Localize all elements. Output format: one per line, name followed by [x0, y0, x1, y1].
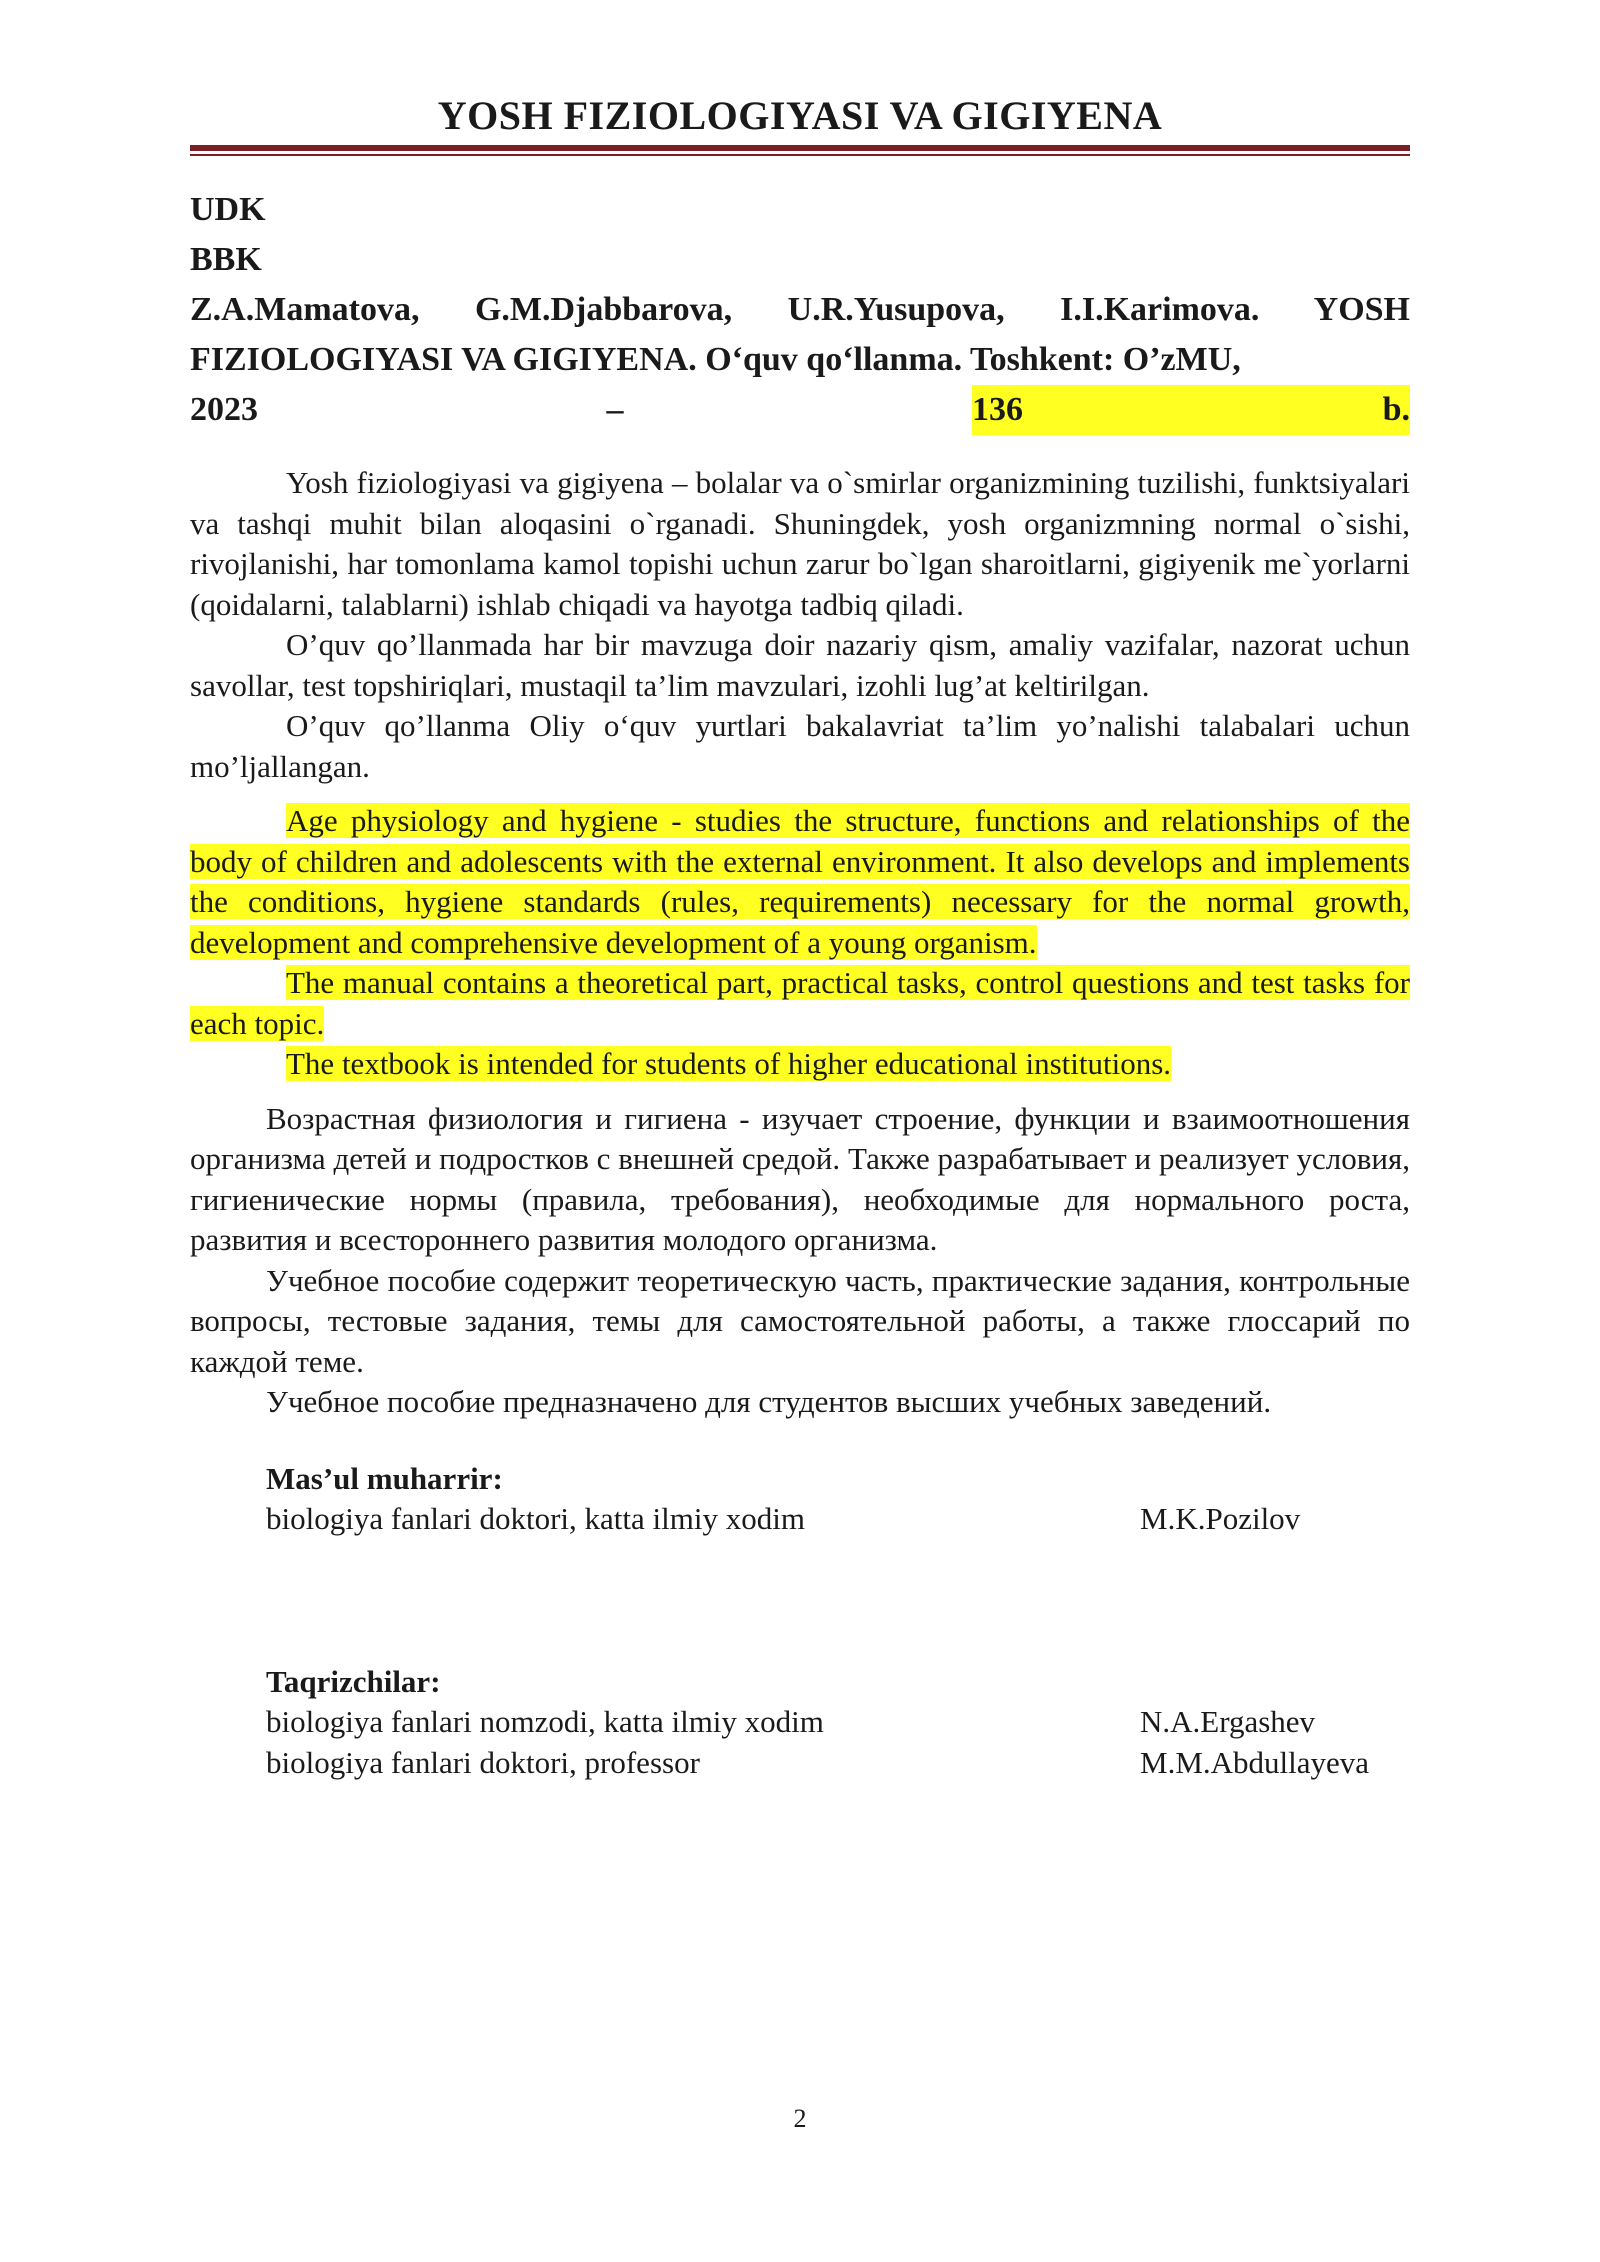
- udk-label: UDK: [190, 191, 266, 228]
- citation-dash: –: [606, 391, 624, 428]
- annotation-en-paragraph-3: [190, 1044, 1410, 1085]
- annotation-en-paragraph-2: [190, 963, 1410, 1044]
- annotation-en-text-3: The textbook is intended for students of higher educational institutions.: [286, 1046, 1172, 1081]
- bbk-label: BBK: [190, 241, 262, 278]
- annotation-uz-paragraph-2: O’quv qo’llanmada har bir mavzuga doir nazariy qism, amaliy vazifalar, nazorat uchun savollar, test topshiriqlari, mustaqil ta’lim mavzulari, izohli lug’at keltirilgan.: [190, 627, 1410, 703]
- annotation-uz-paragraph-3: O’quv qo’llanma Oliy o‘quv yurtlari bakalavriat ta’lim yo’nalishi talabalari uchun mo’ljallangan.: [190, 708, 1410, 784]
- editor-heading: Mas’ul muharrir:: [266, 1460, 503, 1496]
- header-rule-thick: [190, 145, 1410, 151]
- editor-description: biologiya fanlari doktori, katta ilmiy xodim: [266, 1501, 805, 1536]
- editor-name: M.K.Pozilov: [1140, 1501, 1301, 1536]
- annotation-en-text-1: Age physiology and hygiene - studies the structure, functions and relationships of the body of children and adolescents with the external environment. It also develops and implements the conditions, hygiene standards (rules, requirements) necessary for the normal growth, development and comprehensive development of a young organism.: [190, 803, 1410, 960]
- citation-pages-highlight: [972, 385, 1410, 435]
- bibliographic-record: [190, 185, 1410, 435]
- annotation-uzbek: [190, 463, 1410, 787]
- annotation-ru-paragraph-3: Учебное пособие предназначено для студентов высших учебных заведений.: [266, 1384, 1272, 1419]
- annotation-en-text-2: The manual contains a theoretical part, practical tasks, control questions and test tasks for each topic.: [190, 965, 1410, 1041]
- reviewer-description: biologiya fanlari nomzodi, katta ilmiy xodim: [266, 1704, 824, 1739]
- reviewer-description: biologiya fanlari doktori, professor: [266, 1744, 700, 1780]
- page-content: [190, 185, 1410, 1783]
- reviewer-row: [266, 1743, 1410, 1784]
- citation-pages-unit: b.: [1382, 391, 1410, 428]
- reviewer-row: [266, 1702, 1410, 1743]
- credits-section: [190, 1459, 1410, 1784]
- page-number: 2: [793, 2104, 807, 2133]
- citation-last-line: [190, 385, 1410, 435]
- citation-year: 2023: [190, 391, 258, 428]
- annotation-uz-paragraph-1: Yosh fiziologiyasi va gigiyena – bolalar va o`smirlar organizmining tuzilishi, funktsiyalari va tashqi muhit bilan aloqasini o`rganadi. Shuningdek, yosh organizmning normal o`sishi, rivojlanishi, har tomonlama kamol topishi uchun zarur bo`lgan sharoitlarni, gigiyenik me`yorlarni (qoidalarni, talablarni) ishlab chiqadi va hayotga tadbiq qiladi.: [190, 465, 1410, 622]
- citation-pages: 136: [972, 391, 1023, 428]
- reviewer-name: M.M.Abdullayeva: [1140, 1744, 1370, 1780]
- reviewer-name: N.A.Ergashev: [1140, 1704, 1316, 1739]
- header-rule-thin: [190, 154, 1410, 156]
- annotation-russian: [190, 1099, 1410, 1423]
- credits-spacer: [266, 1540, 1410, 1662]
- annotation-en-paragraph-1: [190, 801, 1410, 963]
- editor-row: [266, 1499, 1410, 1540]
- running-header-title: YOSH FIZIOLOGIYASI VA GIGIYENA: [437, 93, 1163, 138]
- reviewers-heading: Taqrizchilar:: [266, 1663, 441, 1699]
- citation-text: Z.A.Mamatova, G.M.Djabbarova, U.R.Yusupova, I.I.Karimova. YOSH FIZIOLOGIYASI VA GIGIYENA. O‘quv qo‘llanma. Toshkent: O’zMU,: [190, 291, 1410, 378]
- annotation-english: [190, 801, 1410, 1085]
- annotation-ru-paragraph-2: Учебное пособие содержит теоретическую часть, практические задания, контрольные вопросы, тестовые задания, темы для самостоятельной работы, а также глоссарий по каждой теме.: [190, 1262, 1410, 1379]
- annotation-ru-paragraph-1: Возрастная физиология и гигиена - изучает строение, функции и взаимоотношения организма детей и подростков с внешней средой. Также разрабатывает и реализует условия, гигиенические нормы (правила, требования), необходимые для нормального роста, развития и всестороннего развития молодого организма.: [190, 1100, 1410, 1257]
